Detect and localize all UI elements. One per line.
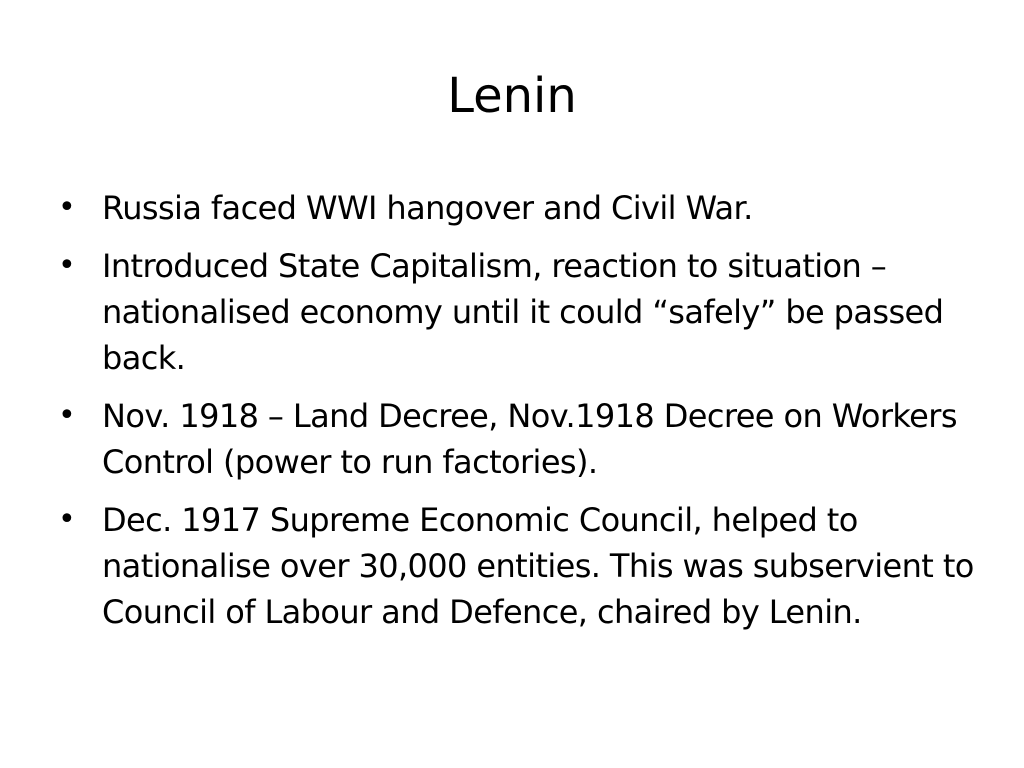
bullet-item (58, 185, 978, 231)
bullet-text: Introduced State Capitalism, reaction to situation – nationalised economy until it could “safely” be passed back. (102, 247, 944, 377)
bullet-item (58, 497, 978, 635)
bullet-item (58, 243, 978, 381)
bullet-text: Russia faced WWI hangover and Civil War. (102, 189, 753, 227)
bullet-text: Nov. 1918 – Land Decree, Nov.1918 Decree on Workers Control (power to run factories). (102, 397, 957, 481)
bullet-icon: • (58, 398, 76, 433)
bullet-icon: • (58, 502, 76, 537)
bullet-icon: • (58, 190, 76, 225)
bullet-icon: • (58, 248, 76, 283)
bullet-item (58, 393, 978, 485)
bullet-text: Dec. 1917 Supreme Economic Council, helped to nationalise over 30,000 entities. This was subservient to Council of Labour and Defence, chaired by Lenin. (102, 501, 974, 631)
slide-title: Lenin (447, 68, 577, 124)
bullet-list (58, 185, 978, 647)
